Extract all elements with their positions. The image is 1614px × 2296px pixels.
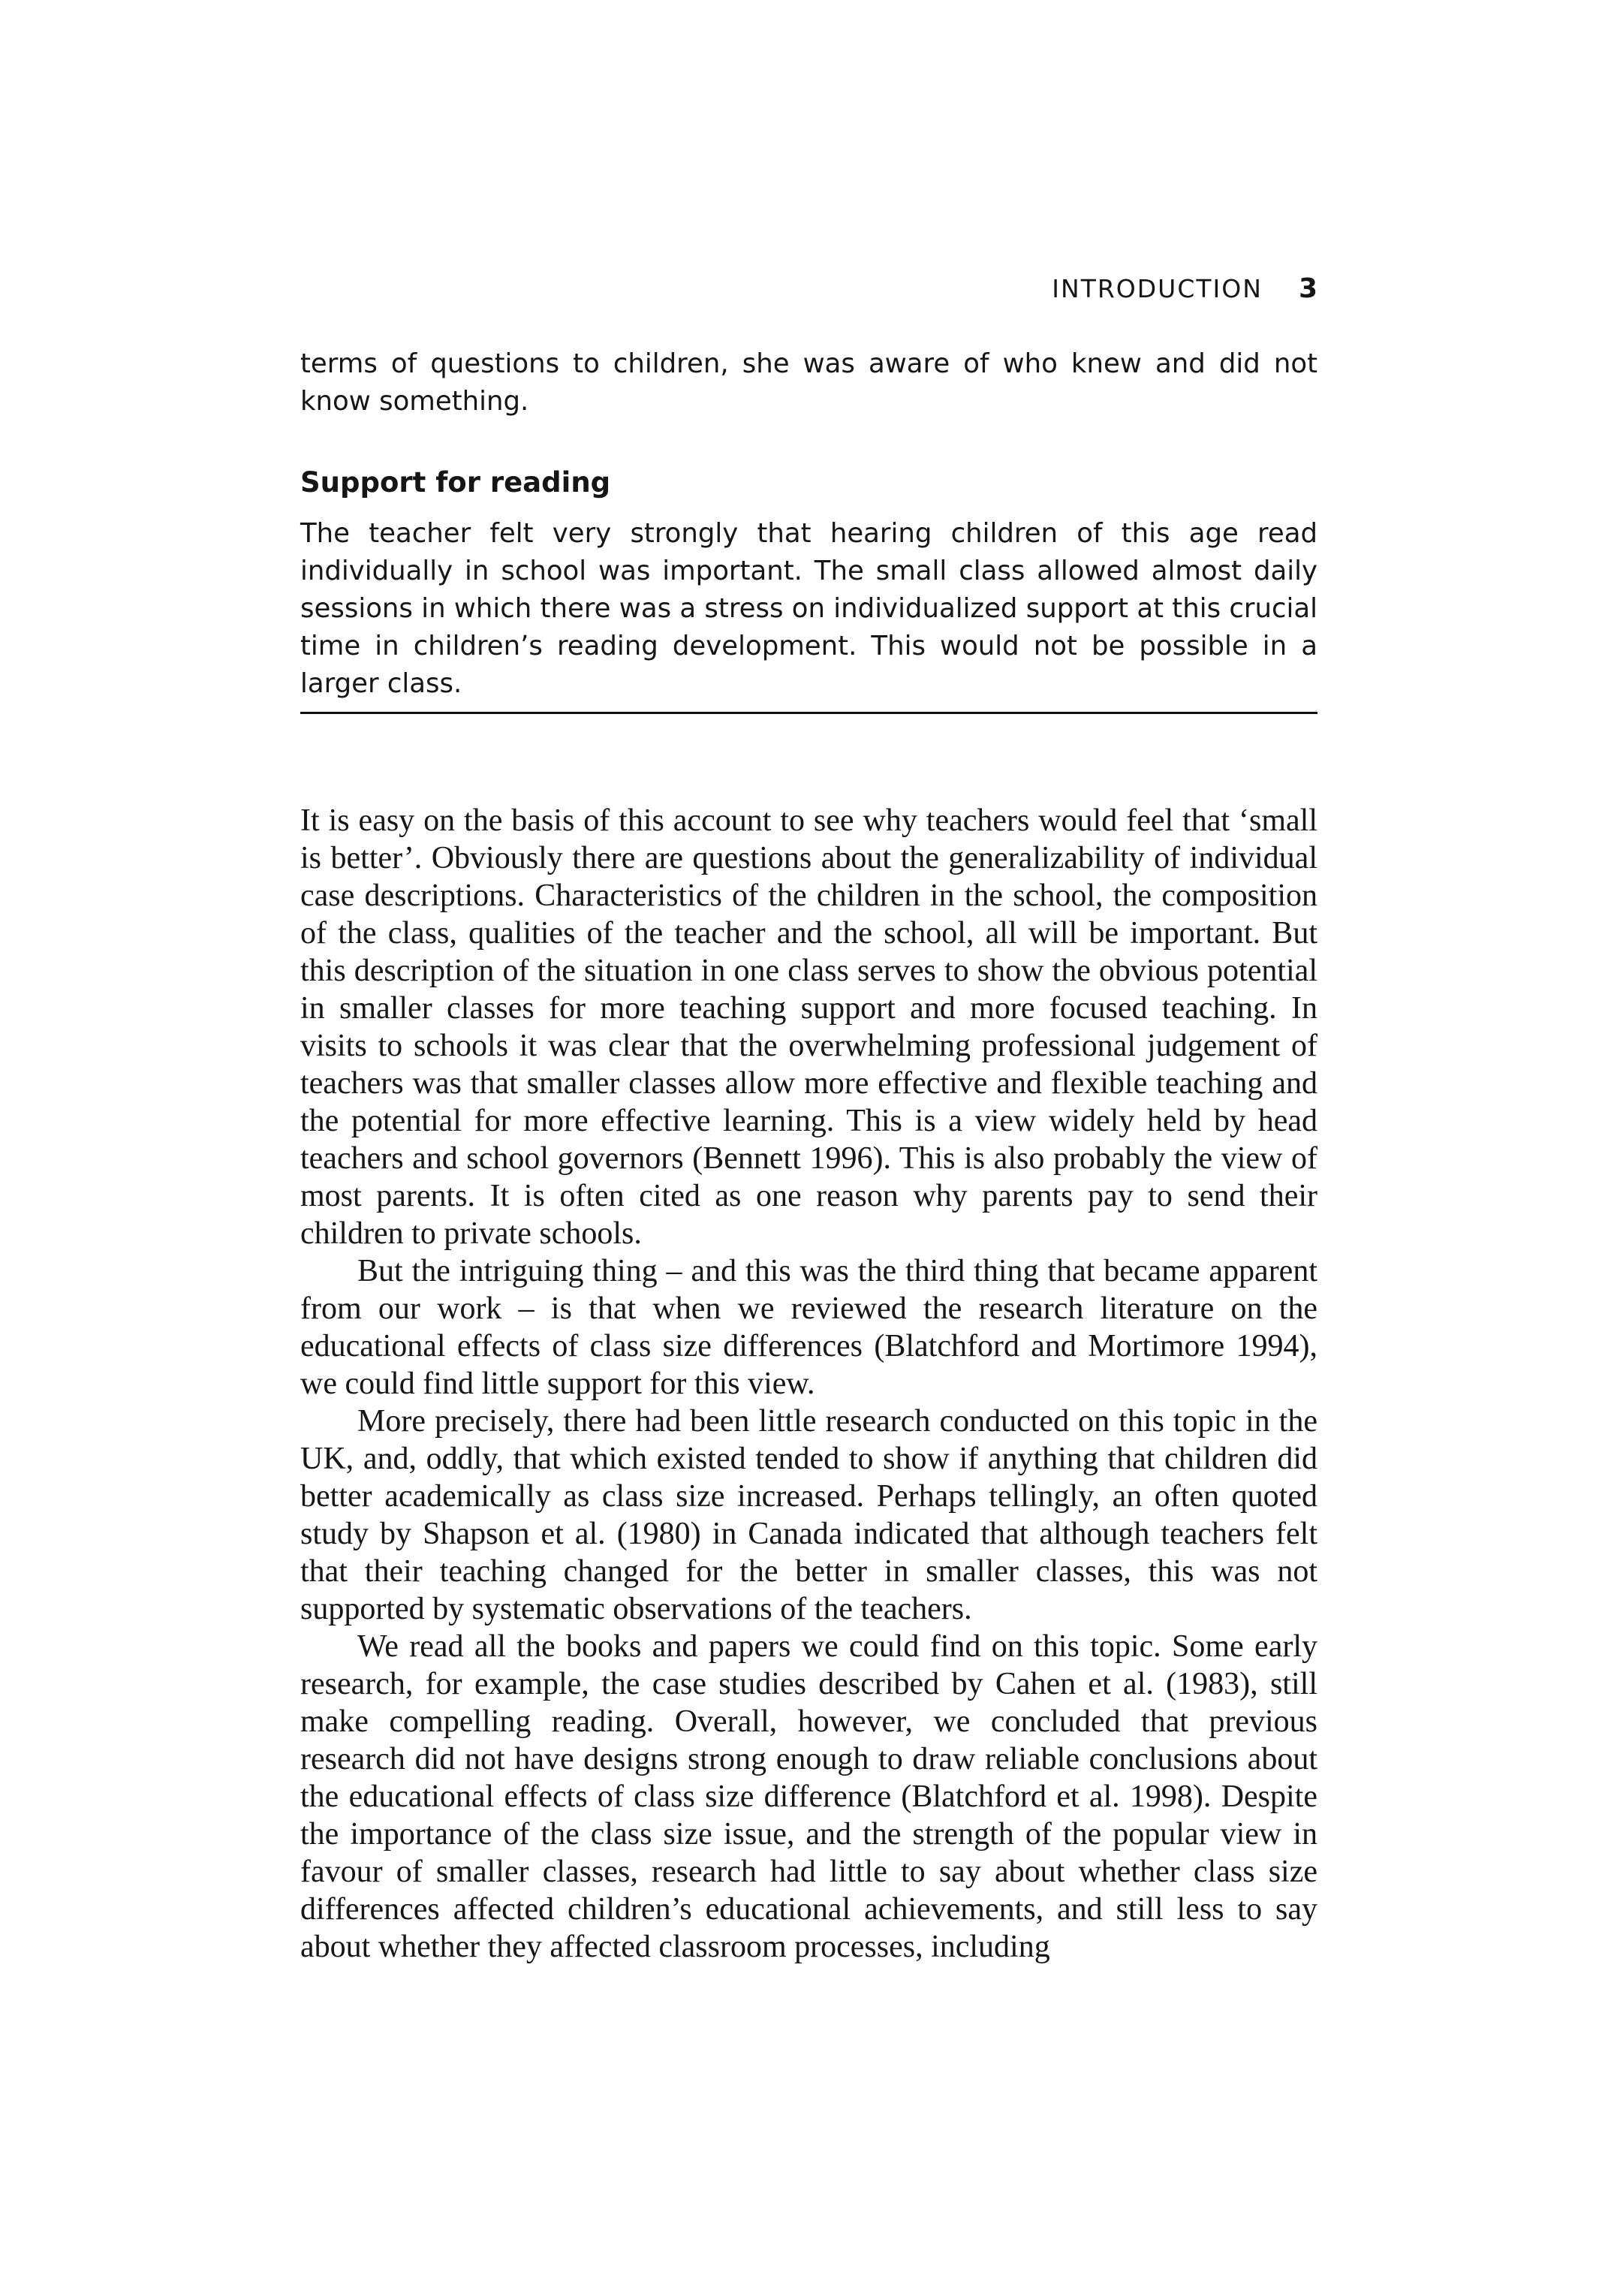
body-paragraph: We read all the books and papers we could find on this topic. Some early research, for example, the case studies described by Cahen et al. (1983), still make compelling reading. Overall, however, we concluded that previous research did not have designs strong enough to draw reliable conclusions about the educational effects of class size difference (Blatchford et al. 1998). Despite the importance of the class size issue, and the strength of the popular view in favour of smaller classes, research had little to say about whether class size differences affected children’s educational achievements, and still less to say about whether they affected classroom processes, including	[300, 1629, 1317, 1964]
body-paragraph: It is easy on the basis of this account to see why teachers would feel that ‘small is better’. Obviously there are questions about the generalizability of individual case descriptions. Characteristics of the children in the school, the composition of the class, qualities of the teacher and the school, all will be important. But this description of the situation in one class serves to show the obvious potential in smaller classes for more teaching support and more focused teaching. In visits to schools it was clear that the overwhelming professional judgement of teachers was that smaller classes allow more effective and flexible teaching and the potential for more effective learning. This is a view widely held by head teachers and school governors (Bennett 1996). This is also probably the view of most parents. It is often cited as one reason why parents pay to send their children to private schools.	[300, 803, 1317, 1251]
box-continuation-text: terms of questions to children, she was aware of who knew and did not know something.	[300, 348, 1317, 417]
running-head-title: INTRODUCTION	[1052, 274, 1263, 303]
page-number: 3	[1298, 273, 1317, 304]
main-body-text	[300, 802, 1317, 1966]
box-paragraph: The teacher felt very strongly that hearing children of this age read individually in school was important. The small class allowed almost daily sessions in which there was a stress on individualized support at this crucial time in children’s reading development. This would not be possible in a larger class.	[300, 518, 1317, 699]
body-paragraph: More precisely, there had been little research conducted on this topic in the UK, and, oddly, that which existed tended to show if anything that children did better academically as class size increased. Perhaps tellingly, an often quoted study by Shapson et al. (1980) in Canada indicated that although teachers felt that their teaching changed for the better in smaller classes, this was not supported by systematic observations of the teachers.	[300, 1404, 1317, 1626]
case-study-box	[300, 345, 1317, 703]
running-header	[300, 273, 1317, 315]
body-paragraph: But the intriguing thing – and this was the third thing that became apparent from our work – is that when we reviewed the research literature on the educational effects of class size differences (Blatchford and Mortimore 1994), we could find little support for this view.	[300, 1254, 1317, 1401]
box-heading: Support for reading	[300, 466, 611, 499]
box-divider-rule	[300, 712, 1317, 714]
